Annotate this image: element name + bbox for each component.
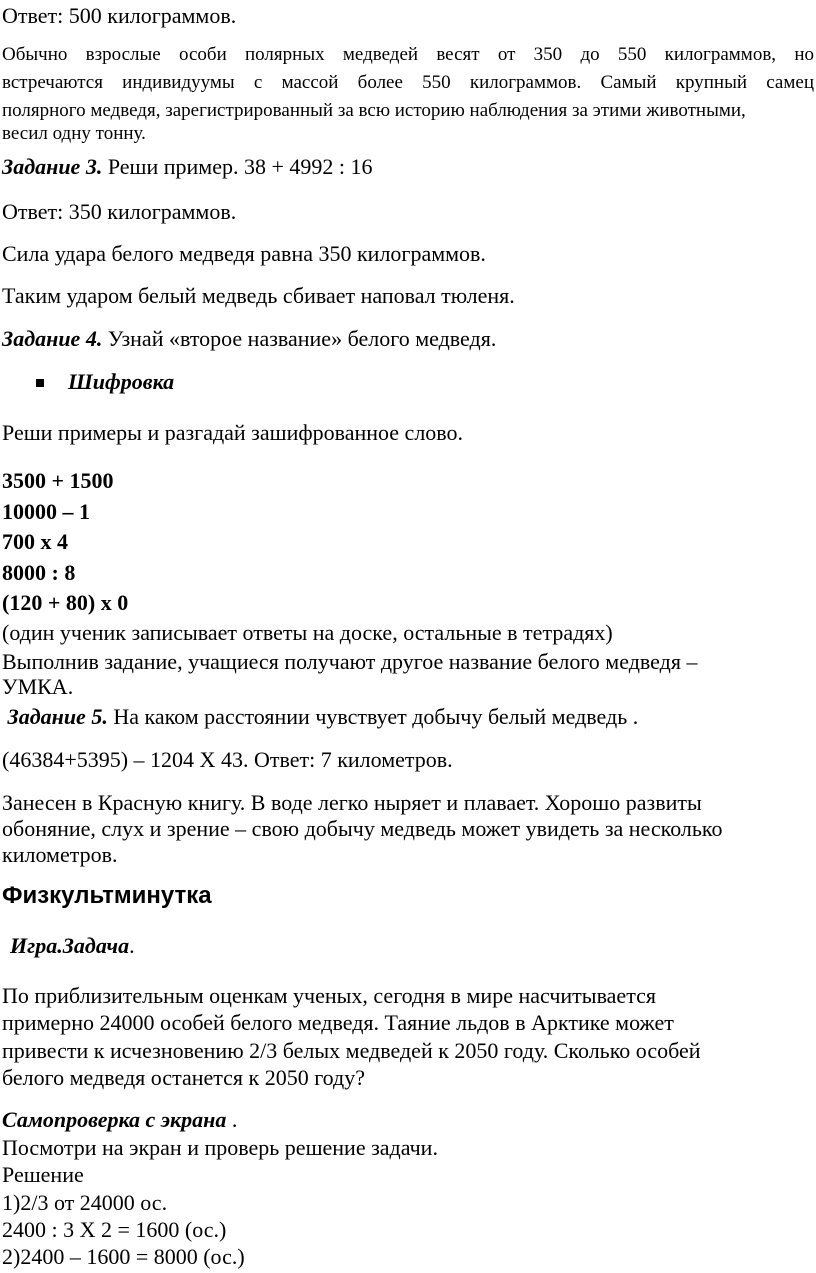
paragraph-weight-line-1: Обычно взрослые особи полярных медведей весят от 350 до 550 килограммов, но [2,44,814,65]
solution-step-1: 1)2/3 от 24000 ос. [2,1190,168,1215]
problem-line-4: белого медведя останется к 2050 году? [2,1065,366,1090]
task-5 [2,703,816,731]
task-3-label: Задание 3. [2,154,103,179]
example-3: 700 х 4 [2,529,68,554]
game-task [10,932,816,960]
result-line-2: УМКА. [2,674,74,699]
paragraph-weight-line-4: весил одну тонну. [2,123,146,144]
problem-line-1: По приблизительным оценкам ученых, сегодня в мире насчитывается [2,983,656,1008]
result-line-1: Выполнив задание, учащиеся получают другое название белого медведя – [2,649,698,674]
board-note: (один ученик записывает ответы на доске, остальные в тетрадях) [2,620,613,645]
solution-label: Решение [2,1162,84,1187]
game-title: Игра.Задача [10,933,130,958]
section-heading: Физкультминутка [2,882,212,909]
solution-step-2: 2400 : 3 Х 2 = 1600 (ос.) [2,1217,227,1242]
answer-500: Ответ: 500 килограммов. [2,3,237,28]
self-check-dot: . [226,1107,238,1132]
look-line: Посмотри на экран и проверь решение задачи. [2,1135,438,1160]
self-check-title: Самопроверка с экрана [2,1107,227,1132]
red-book-line-3: километров. [2,842,118,867]
problem-line-2: примерно 24000 особей белого медведя. Таяние льдов в Арктике может [2,1010,674,1035]
solve-instruction: Реши примеры и разгадай зашифрованное слово. [2,420,464,445]
solution-step-3: 2)2400 – 1600 = 8000 (ос.) [2,1244,245,1269]
example-2: 10000 – 1 [2,499,90,524]
calc-5: (46384+5395) – 1204 Х 43. Ответ: 7 километров. [2,747,453,772]
red-book-line-1: Занесен в Красную книгу. В воде легко ныряет и плавает. Хорошо развиты [2,790,702,815]
paragraph-weight-line-2: встречаются индивидуумы с массой более 550 килограммов. Самый крупный самец [2,72,814,93]
task-5-text: На каком расстоянии чувствует добычу белый медведь . [107,704,639,729]
task-5-label: Задание 5. [7,704,108,729]
game-dot: . [129,933,135,958]
square-bullet-icon [36,379,44,387]
self-check [2,1106,816,1134]
task-4 [2,325,816,353]
example-1: 3500 + 1500 [2,468,114,493]
task-3-text: Реши пример. 38 + 4992 : 16 [102,154,373,179]
force-line: Сила удара белого медведя равна 350 килограммов. [2,241,486,266]
task-4-label: Задание 4. [2,326,103,351]
task-3 [2,153,816,181]
paragraph-weight-line-3: полярного медведя, зарегистрированный за всю историю наблюдения за этими животными, [2,100,746,121]
problem-line-3: привести к исчезновению 2/3 белых медведей к 2050 году. Сколько особей [2,1038,701,1063]
example-4: 8000 : 8 [2,560,76,585]
example-5: (120 + 80) х 0 [2,590,129,615]
answer-350: Ответ: 350 килограммов. [2,199,237,224]
seal-line: Таким ударом белый медведь сбивает наповал тюленя. [2,283,515,308]
red-book-line-2: обоняние, слух и зрение – свою добычу медведь может увидеть за несколько [2,816,723,841]
cipher-title: Шифровка [68,369,175,394]
task-4-text: Узнай «второе название» белого медведя. [102,326,497,351]
